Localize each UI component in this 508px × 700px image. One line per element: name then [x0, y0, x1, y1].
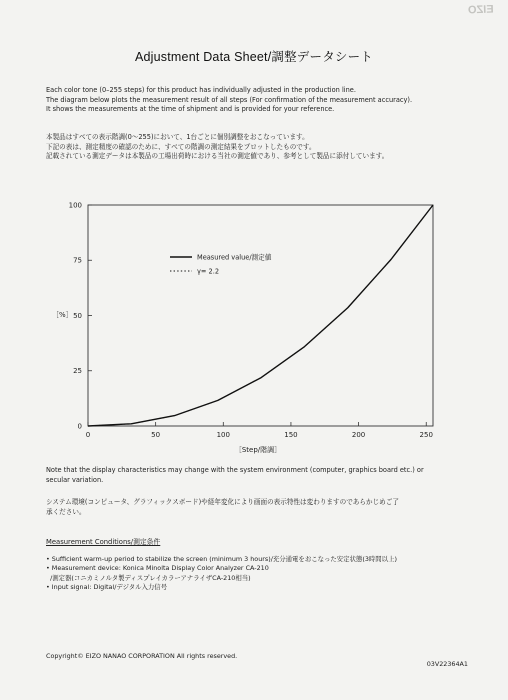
intro-japanese — [46, 133, 486, 162]
series-measured-line — [88, 205, 433, 426]
intro-japanese-line: 本製品はすべての表示階調(0～255)において、1台ごとに個別調整をおこなっています。 — [46, 133, 309, 141]
series-layer — [88, 205, 433, 426]
gamma-chart — [46, 193, 466, 458]
intro-japanese-line: 下記の表は、測定精度の確認のために、すべての階調の測定結果をプロットしたものです。 — [46, 142, 316, 151]
y-tick-label: 75 — [73, 256, 82, 265]
legend-label-gamma: γ= 2.2 — [197, 267, 220, 276]
note-english-line: Note that the display characteristics may change with the system environment (computer, graphics board etc.) or — [46, 466, 424, 474]
note-japanese-line: システム環境(コンピュータ、グラフィックスボード)や経年変化により画面の表示特性は変わりますのであらかじめご了 — [46, 498, 399, 506]
intro-english-line: It shows the measurements at the time of shipment and is provided for your reference. — [46, 105, 335, 114]
x-tick-label: 50 — [151, 431, 161, 439]
y-tick-label: 0 — [77, 422, 82, 431]
x-tick-label: 100 — [216, 431, 230, 439]
intro-english — [46, 86, 476, 115]
legend-label-measured: Measured value/測定値 — [197, 253, 272, 262]
document-code: 03V22364A1 — [426, 660, 468, 668]
intro-english-line: The diagram below plots the measurement result of all steps (For confirmation of the measurement accuracy). — [46, 95, 413, 104]
condition-item: /測定器(コニカミノルタ製ディスプレイカラーアナライザCA-210相当) — [46, 573, 251, 582]
x-tick-label: 250 — [419, 431, 433, 439]
series-gamma-line — [88, 205, 433, 426]
show-through-text: EIZO — [468, 3, 495, 17]
plot-frame — [88, 205, 433, 426]
x-tick-label: 200 — [351, 431, 366, 439]
legend — [170, 253, 272, 276]
condition-item: • Sufficient warm-up period to stabilize the screen (minimum 3 hours)/充分通電をおこなった安定状態(3時間以上) — [46, 555, 397, 563]
intro-japanese-line: 記載されている測定データは本製品の工場出荷時における当社の測定値であり、参考として製品に添付しています。 — [46, 152, 389, 161]
x-tick-label: 0 — [85, 431, 91, 439]
note-japanese-line: 承ください。 — [46, 507, 86, 516]
conditions-heading: Measurement Conditions/測定条件 — [46, 538, 161, 546]
y-tick-label: 100 — [68, 201, 82, 210]
condition-item: • Measurement device: Konica Minolta Display Color Analyzer CA-210 — [46, 564, 269, 573]
x-tick-label: 150 — [284, 431, 298, 439]
page-title: Adjustment Data Sheet/調整データシート — [134, 50, 374, 64]
x-axis-ticks — [86, 422, 433, 439]
chart-svg — [46, 193, 466, 458]
note-english-line: secular variation. — [46, 475, 104, 484]
y-tick-label: 25 — [73, 367, 82, 376]
x-axis-label: ［Step/階調］ — [234, 446, 282, 454]
condition-item: • Input signal: Digital/デジタル入力信号 — [46, 583, 168, 592]
y-tick-label: 50 — [73, 311, 82, 320]
conditions-list — [46, 555, 476, 593]
note-japanese — [46, 498, 471, 517]
note-english — [46, 466, 476, 485]
copyright-text: Copyright© EIZO NANAO CORPORATION All rights reserved. — [46, 652, 238, 660]
intro-english-line: Each color tone (0–255 steps) for this product has individually adjusted in the production line. — [46, 86, 356, 94]
y-axis-label: ［%］ — [52, 311, 73, 319]
